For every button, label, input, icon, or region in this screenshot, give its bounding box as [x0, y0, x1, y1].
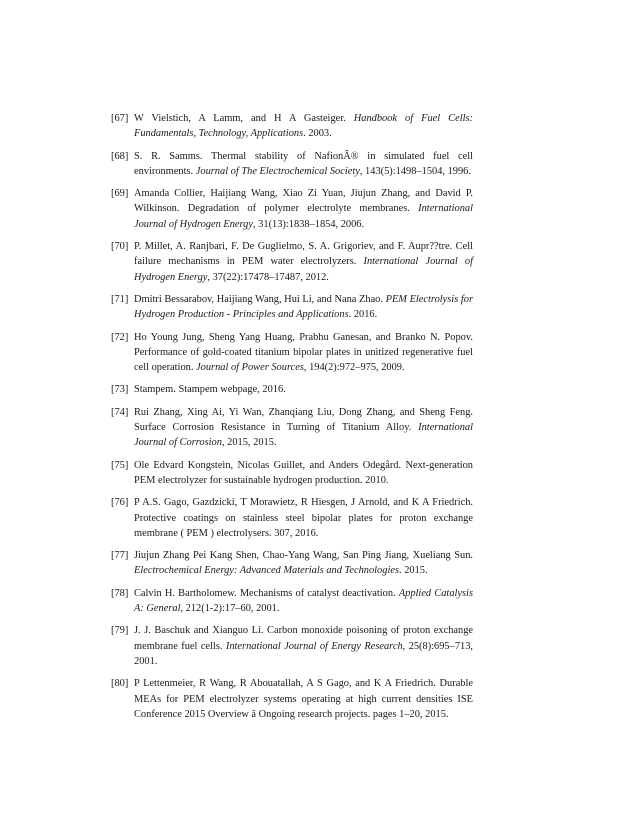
reference-number: [74] — [111, 406, 129, 418]
reference-venue: International Journal of Corrosion — [134, 422, 473, 449]
reference-segment: , 212(1-2):17–60, 2001. — [180, 603, 280, 615]
reference-item — [111, 330, 473, 376]
reference-item — [111, 676, 473, 722]
reference-text — [134, 588, 473, 614]
reference-venue: PEM Electrolysis for Hydrogen Production - Principles and Applications — [134, 293, 473, 321]
reference-segment: Ho Young Jung, Sheng Yang Huang, Prabhu Ganesan, and Branko N. Popov. Performance of gold-coated titanium bipolar plates in unitized regenerative fuel cell operation. — [134, 331, 473, 374]
reference-segment: Jiujun Zhang Pei Kang Shen, Chao-Yang Wang, San Ping Jiang, Xueliang Sun. — [134, 550, 473, 562]
reference-number: [70] — [111, 241, 129, 253]
reference-segment: , 143(5):1498–1504, 1996. — [359, 165, 471, 177]
reference-text — [134, 241, 473, 283]
reference-number: [76] — [111, 497, 129, 509]
reference-segment: W Vielstich, A Lamm, and H A Gasteiger. — [134, 113, 354, 124]
reference-segment: . 2015. — [399, 565, 428, 577]
reference-number: [75] — [111, 459, 129, 471]
reference-text — [134, 188, 473, 230]
reference-item — [111, 239, 473, 285]
reference-item — [111, 548, 473, 579]
reference-segment: , 2015, 2015. — [221, 437, 277, 449]
reference-text — [134, 550, 473, 576]
reference-number: [78] — [111, 587, 129, 599]
reference-segment: Amanda Collier, Haijiang Wang, Xiao Zi Yuan, Jiujun Zhang, and David P. Wilkinson. Degradation of polymer electrolyte membranes. — [134, 188, 473, 215]
reference-item — [111, 495, 473, 541]
reference-number: [69] — [111, 188, 129, 200]
reference-segment: P. Millet, A. Ranjbari, F. De Guglielmo, S. A. Grigoriev, and F. Aupr??tre. Cell failure mechanisms in PEM water electrolyzers. — [134, 241, 473, 268]
reference-venue: Handbook of Fuel Cells: Fundamentals, Technology, Applications — [134, 113, 473, 140]
reference-segment: P Lettenmeier, R Wang, R Abouatallah, A S Gago, and K A Friedrich. Durable MEAs for PEM electrolyzer systems operating at high current densities ISE Conference 2015 Overview â Ongoing research projects. pages 1–20, 2015. — [134, 678, 473, 720]
reference-text — [134, 151, 473, 177]
reference-number: [67] — [111, 113, 129, 124]
reference-text — [134, 384, 286, 395]
reference-number: [79] — [111, 625, 129, 637]
reference-segment: , 31(13):1838–1854, 2006. — [252, 218, 365, 230]
reference-text — [134, 332, 473, 374]
reference-segment: . 2003. — [303, 128, 332, 140]
reference-number: [80] — [111, 678, 129, 690]
reference-segment: , 25(8):695–713, 2001. — [134, 640, 474, 667]
reference-number: [77] — [111, 550, 129, 562]
reference-number: [73] — [111, 384, 129, 396]
reference-segment: P A.S. Gago, Gazdzicki, T Morawietz, R Hiesgen, J Arnold, and K A Friedrich. Protective coatings on stainless steel bipolar plates for proton exchange membrane ( PEM ) electrolysers. 307, 2016. — [134, 497, 473, 539]
reference-number: [72] — [111, 331, 129, 343]
reference-item — [111, 458, 473, 489]
reference-item — [111, 149, 473, 180]
reference-segment: Rui Zhang, Xing Ai, Yi Wan, Zhanqiang Liu, Dong Zhang, and Sheng Feng. Surface Corrosion Resistance in Turning of Titanium Alloy. — [134, 406, 473, 434]
reference-item — [111, 111, 473, 142]
reference-segment: . 2016. — [348, 309, 378, 321]
reference-item — [111, 623, 473, 669]
reference-number: [68] — [111, 150, 129, 162]
reference-segment: Stampem. Stampem webpage, 2016. — [134, 384, 286, 396]
reference-segment: , 194(2):972–975, 2009. — [303, 362, 405, 374]
reference-segment: J. J. Baschuk and Xianguo Li. Carbon monoxide poisoning of proton exchange membrane fuel cells. — [134, 625, 473, 652]
reference-venue: Applied Catalysis A: General — [134, 587, 473, 615]
reference-number: [71] — [111, 293, 129, 305]
reference-segment: S. R. Samms. Thermal stability of NafionÂ® in simulated fuel cell environments. — [134, 150, 473, 177]
reference-text — [134, 678, 473, 720]
reference-venue: Electrochemical Energy: Advanced Materials and Technologies — [134, 565, 399, 577]
reference-item — [111, 382, 473, 397]
reference-text — [134, 294, 473, 320]
reference-venue: International Journal of Hydrogen Energy — [134, 256, 473, 283]
reference-segment: Ole Edvard Kongstein, Nicolas Guillet, and Anders Odegård. Next-generation PEM electrolyzer for sustainable hydrogen production. 2010. — [134, 459, 473, 486]
reference-segment: Dmitri Bessarabov, Haijiang Wang, Hui Li, and Nana Zhao. — [134, 293, 386, 305]
reference-list — [111, 111, 473, 729]
reference-text — [134, 407, 473, 449]
reference-item — [111, 186, 473, 232]
reference-item — [111, 405, 473, 451]
reference-item — [111, 292, 473, 323]
reference-text — [134, 497, 473, 539]
reference-segment: , 37(22):17478–17487, 2012. — [207, 271, 329, 283]
reference-text — [134, 113, 473, 139]
reference-item — [111, 586, 473, 617]
reference-segment: Calvin H. Bartholomew. Mechanisms of catalyst deactivation. — [134, 587, 399, 599]
reference-venue: Journal of Power Sources — [196, 362, 304, 374]
reference-text — [134, 460, 473, 486]
reference-text — [134, 625, 473, 667]
reference-venue: Journal of The Electrochemical Society — [195, 165, 360, 177]
reference-venue: International Journal of Energy Research — [225, 640, 403, 652]
reference-venue: International Journal of Hydrogen Energy — [134, 203, 473, 230]
